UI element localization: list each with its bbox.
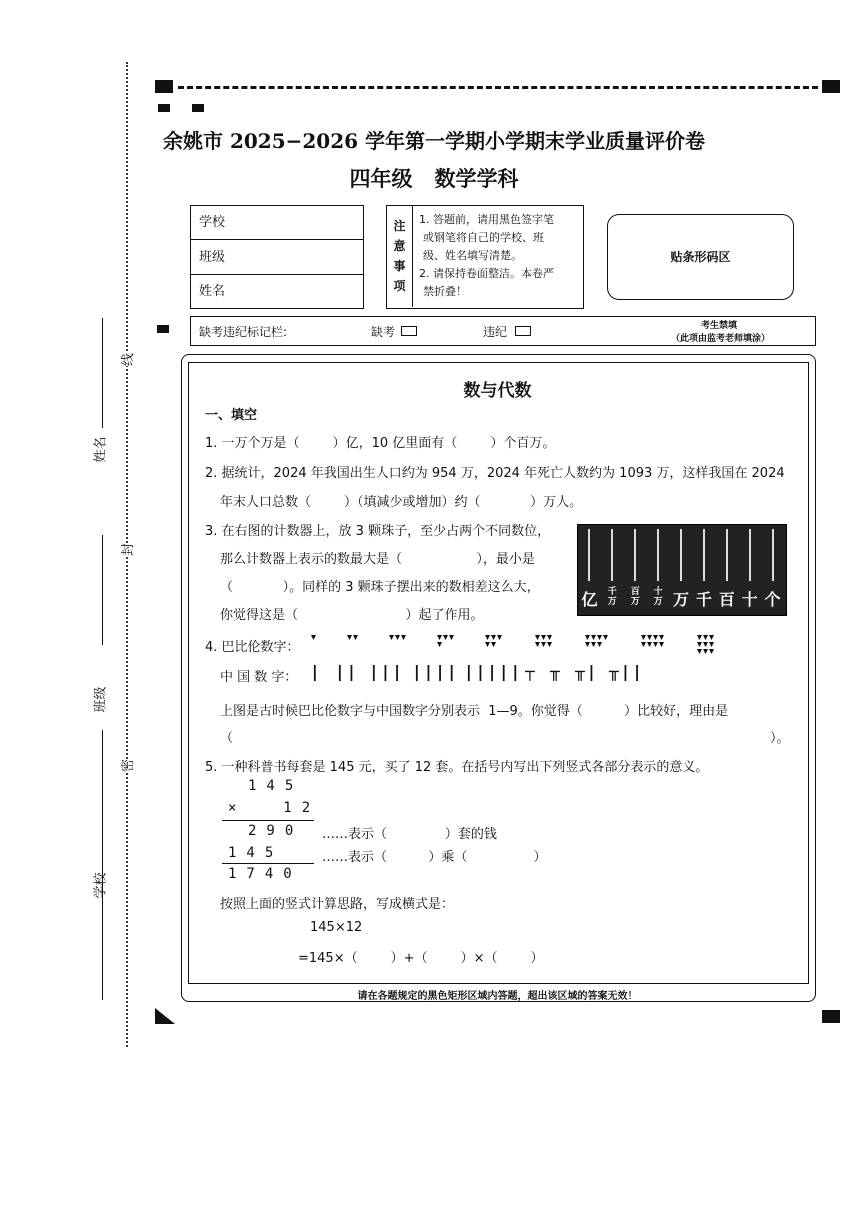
abacus-rod bbox=[772, 529, 774, 581]
question-4-chinese-label: 中 国 数 字： bbox=[220, 670, 298, 685]
question-5: 5. 一种科普书每套是 145 元，买了 12 套。在括号内写出下列竖式各部分表示的意义。 bbox=[205, 760, 709, 775]
vertical-line-4-note: ……表示（ ）乘（ ） bbox=[322, 850, 547, 865]
seal-label-secret: 密 bbox=[117, 759, 136, 772]
name-cell[interactable]: 姓名 bbox=[199, 284, 226, 299]
registration-mark bbox=[155, 80, 173, 93]
question-1: 1. 一万个万是（ ）亿，10 亿里面有（ ）个百万。 bbox=[205, 436, 556, 451]
abacus-place-label: 亿 bbox=[581, 590, 598, 609]
info-table bbox=[190, 205, 364, 309]
exam-title: 余姚市 2025−2026 学年第一学期小学期末学业质量评价卷 bbox=[162, 129, 705, 153]
question-5-expression-1: 145×12 bbox=[310, 920, 363, 935]
barcode-area-label: 贴条形码区 bbox=[670, 250, 731, 264]
vertical-line-5: 1740 bbox=[228, 866, 302, 882]
notice-line: 禁折叠！ bbox=[423, 285, 467, 298]
abacus-place-label: 千 bbox=[695, 590, 712, 609]
abacus-place-label: 千 万 bbox=[607, 587, 617, 607]
abacus-place-label: 百 bbox=[718, 590, 735, 609]
abacus-place-label: 个 bbox=[764, 590, 781, 609]
abacus-rod bbox=[588, 529, 590, 581]
vertical-rule-2 bbox=[222, 863, 314, 864]
chinese-rod-numeral-6: ┬ bbox=[525, 662, 537, 681]
babylon-numeral-9 bbox=[696, 632, 716, 654]
abacus-rod bbox=[680, 529, 682, 581]
question-2-line1: 2. 据统计，2024 年我国出生人口约为 954 万，2024 年死亡人数约为 1093 万，这样我国在 2024 bbox=[205, 466, 785, 481]
question-4-open-paren: （ bbox=[220, 731, 234, 746]
notice-label-char: 事 bbox=[393, 259, 406, 273]
notice-line: 级、姓名填写清楚。 bbox=[423, 249, 522, 262]
seal-label-seal: 封 bbox=[117, 543, 136, 556]
abacus-rod bbox=[657, 529, 659, 581]
proctor-note: （此项由监考老师填涂） bbox=[671, 334, 771, 344]
chinese-rod-numeral-8: ╥| bbox=[575, 662, 599, 681]
chinese-rod-numeral-1: | bbox=[310, 662, 322, 681]
registration-mark bbox=[822, 80, 840, 93]
abacus-rod bbox=[726, 529, 728, 581]
top-dashed-line bbox=[178, 86, 818, 89]
school-cell[interactable]: 学校 bbox=[191, 206, 363, 240]
question-2-line2: 年末人口总数（ ）（填减少或增加）约（ ）万人。 bbox=[220, 495, 583, 510]
question-3-line3: （ ）。同样的 3 颗珠子摆出来的数相差这么大， bbox=[220, 580, 540, 595]
question-4-babylon-label: 4. 巴比伦数字： bbox=[205, 640, 300, 655]
chinese-rod-numeral-7: ╥ bbox=[550, 662, 562, 681]
babylon-numeral-8 bbox=[640, 632, 666, 654]
notice-text bbox=[419, 211, 554, 301]
babylon-numeral-2 bbox=[346, 632, 360, 654]
abacus-image bbox=[577, 524, 787, 616]
abacus-rod bbox=[611, 529, 613, 581]
abacus-place-label: 十 bbox=[741, 590, 758, 609]
abacus-place-label: 百 万 bbox=[630, 587, 640, 607]
registration-mark bbox=[822, 1010, 840, 1023]
notice-label-char: 注 bbox=[393, 219, 406, 233]
registration-mark bbox=[157, 325, 169, 333]
footer-note: 请在各题规定的黑色矩形区域内答题，超出该区域的答案无效！ bbox=[357, 991, 638, 1002]
registration-mark bbox=[158, 104, 170, 112]
absent-label: 缺考 bbox=[371, 325, 396, 339]
question-3-line1: 3. 在右图的计数器上，放 3 颗珠子，至少占两个不同数位， bbox=[205, 524, 551, 539]
vertical-rule-1 bbox=[222, 820, 314, 821]
section-title: 数与代数 bbox=[463, 381, 532, 401]
babylon-numeral-3 bbox=[388, 632, 408, 654]
barcode-area bbox=[607, 214, 794, 300]
violation-checkbox[interactable] bbox=[515, 326, 531, 336]
class-cell[interactable]: 班级 bbox=[191, 240, 363, 275]
babylon-numeral-1 bbox=[310, 632, 318, 654]
absent-checkbox[interactable] bbox=[401, 326, 417, 336]
question-5-expression-2: =145×（ ）+（ ）×（ ） bbox=[298, 951, 544, 966]
chinese-rod-numeral-3: ||| bbox=[369, 662, 404, 681]
violation-label: 违纪 bbox=[483, 325, 508, 339]
seal-label-line: 线 bbox=[117, 353, 136, 366]
forbidden-note: 考生禁填 bbox=[701, 321, 738, 331]
registration-mark bbox=[192, 104, 204, 112]
part-heading: 一、填空 bbox=[205, 408, 258, 423]
notice-label-char: 意 bbox=[393, 239, 406, 253]
vertical-line-3-note: ……表示（ ）套的钱 bbox=[322, 827, 497, 842]
babylon-numeral-5 bbox=[484, 632, 504, 654]
class-fill-line bbox=[102, 535, 103, 645]
abacus-place-label: 十 万 bbox=[653, 587, 663, 607]
question-4-text: 上图是古时候巴比伦数字与中国数字分别表示 1—9。你觉得（ ）比较好，理由是 bbox=[220, 704, 729, 719]
name-fill-line bbox=[102, 318, 103, 428]
vertical-line-1: 145 bbox=[248, 778, 304, 794]
chinese-rod-numeral-4: |||| bbox=[412, 662, 459, 681]
abacus-rod bbox=[703, 529, 705, 581]
abacus-place-label: 万 bbox=[672, 590, 689, 609]
abacus-rod bbox=[634, 529, 636, 581]
babylon-numeral-4 bbox=[436, 632, 456, 654]
vertical-line-4: 145 bbox=[228, 845, 284, 861]
side-label-class: 班级 bbox=[93, 686, 109, 713]
corner-triangle-mark bbox=[155, 1008, 175, 1024]
side-label-name: 姓名 bbox=[93, 436, 109, 463]
babylon-numeral-6 bbox=[534, 632, 554, 654]
babylon-numeral-7 bbox=[584, 632, 610, 654]
question-5-hint: 按照上面的竖式计算思路，写成横式是： bbox=[220, 897, 455, 912]
question-3-line4: 你觉得这是（ ）起了作用。 bbox=[220, 608, 484, 623]
notice-label-char: 项 bbox=[393, 279, 406, 293]
chinese-rod-numeral-5: ||||| bbox=[464, 662, 523, 681]
vertical-line-2: × 12 bbox=[228, 800, 321, 816]
absence-bar-label: 缺考违纪标记栏: bbox=[199, 325, 288, 339]
question-4-close-paren: ）。 bbox=[770, 731, 790, 746]
vertical-line-3: 290 bbox=[248, 823, 304, 839]
chinese-rod-numeral-9: ╥|| bbox=[609, 662, 644, 681]
abacus-rod bbox=[749, 529, 751, 581]
absence-bar bbox=[190, 316, 816, 346]
notice-label-column bbox=[387, 206, 413, 307]
notice-box bbox=[386, 205, 584, 309]
notice-line: 或钢笔将自己的学校、班 bbox=[423, 231, 544, 244]
side-label-school: 学校 bbox=[93, 872, 109, 899]
notice-line: 2. 请保持卷面整洁。本卷严 bbox=[419, 267, 554, 280]
question-3-line2: 那么计数器上表示的数最大是（ ），最小是 bbox=[220, 552, 535, 567]
exam-subtitle: 四年级 数学学科 bbox=[349, 166, 519, 191]
notice-line: 1. 答题前，请用黑色签字笔 bbox=[419, 213, 554, 226]
chinese-rod-numeral-2: || bbox=[335, 662, 359, 681]
school-fill-line bbox=[102, 730, 103, 1000]
